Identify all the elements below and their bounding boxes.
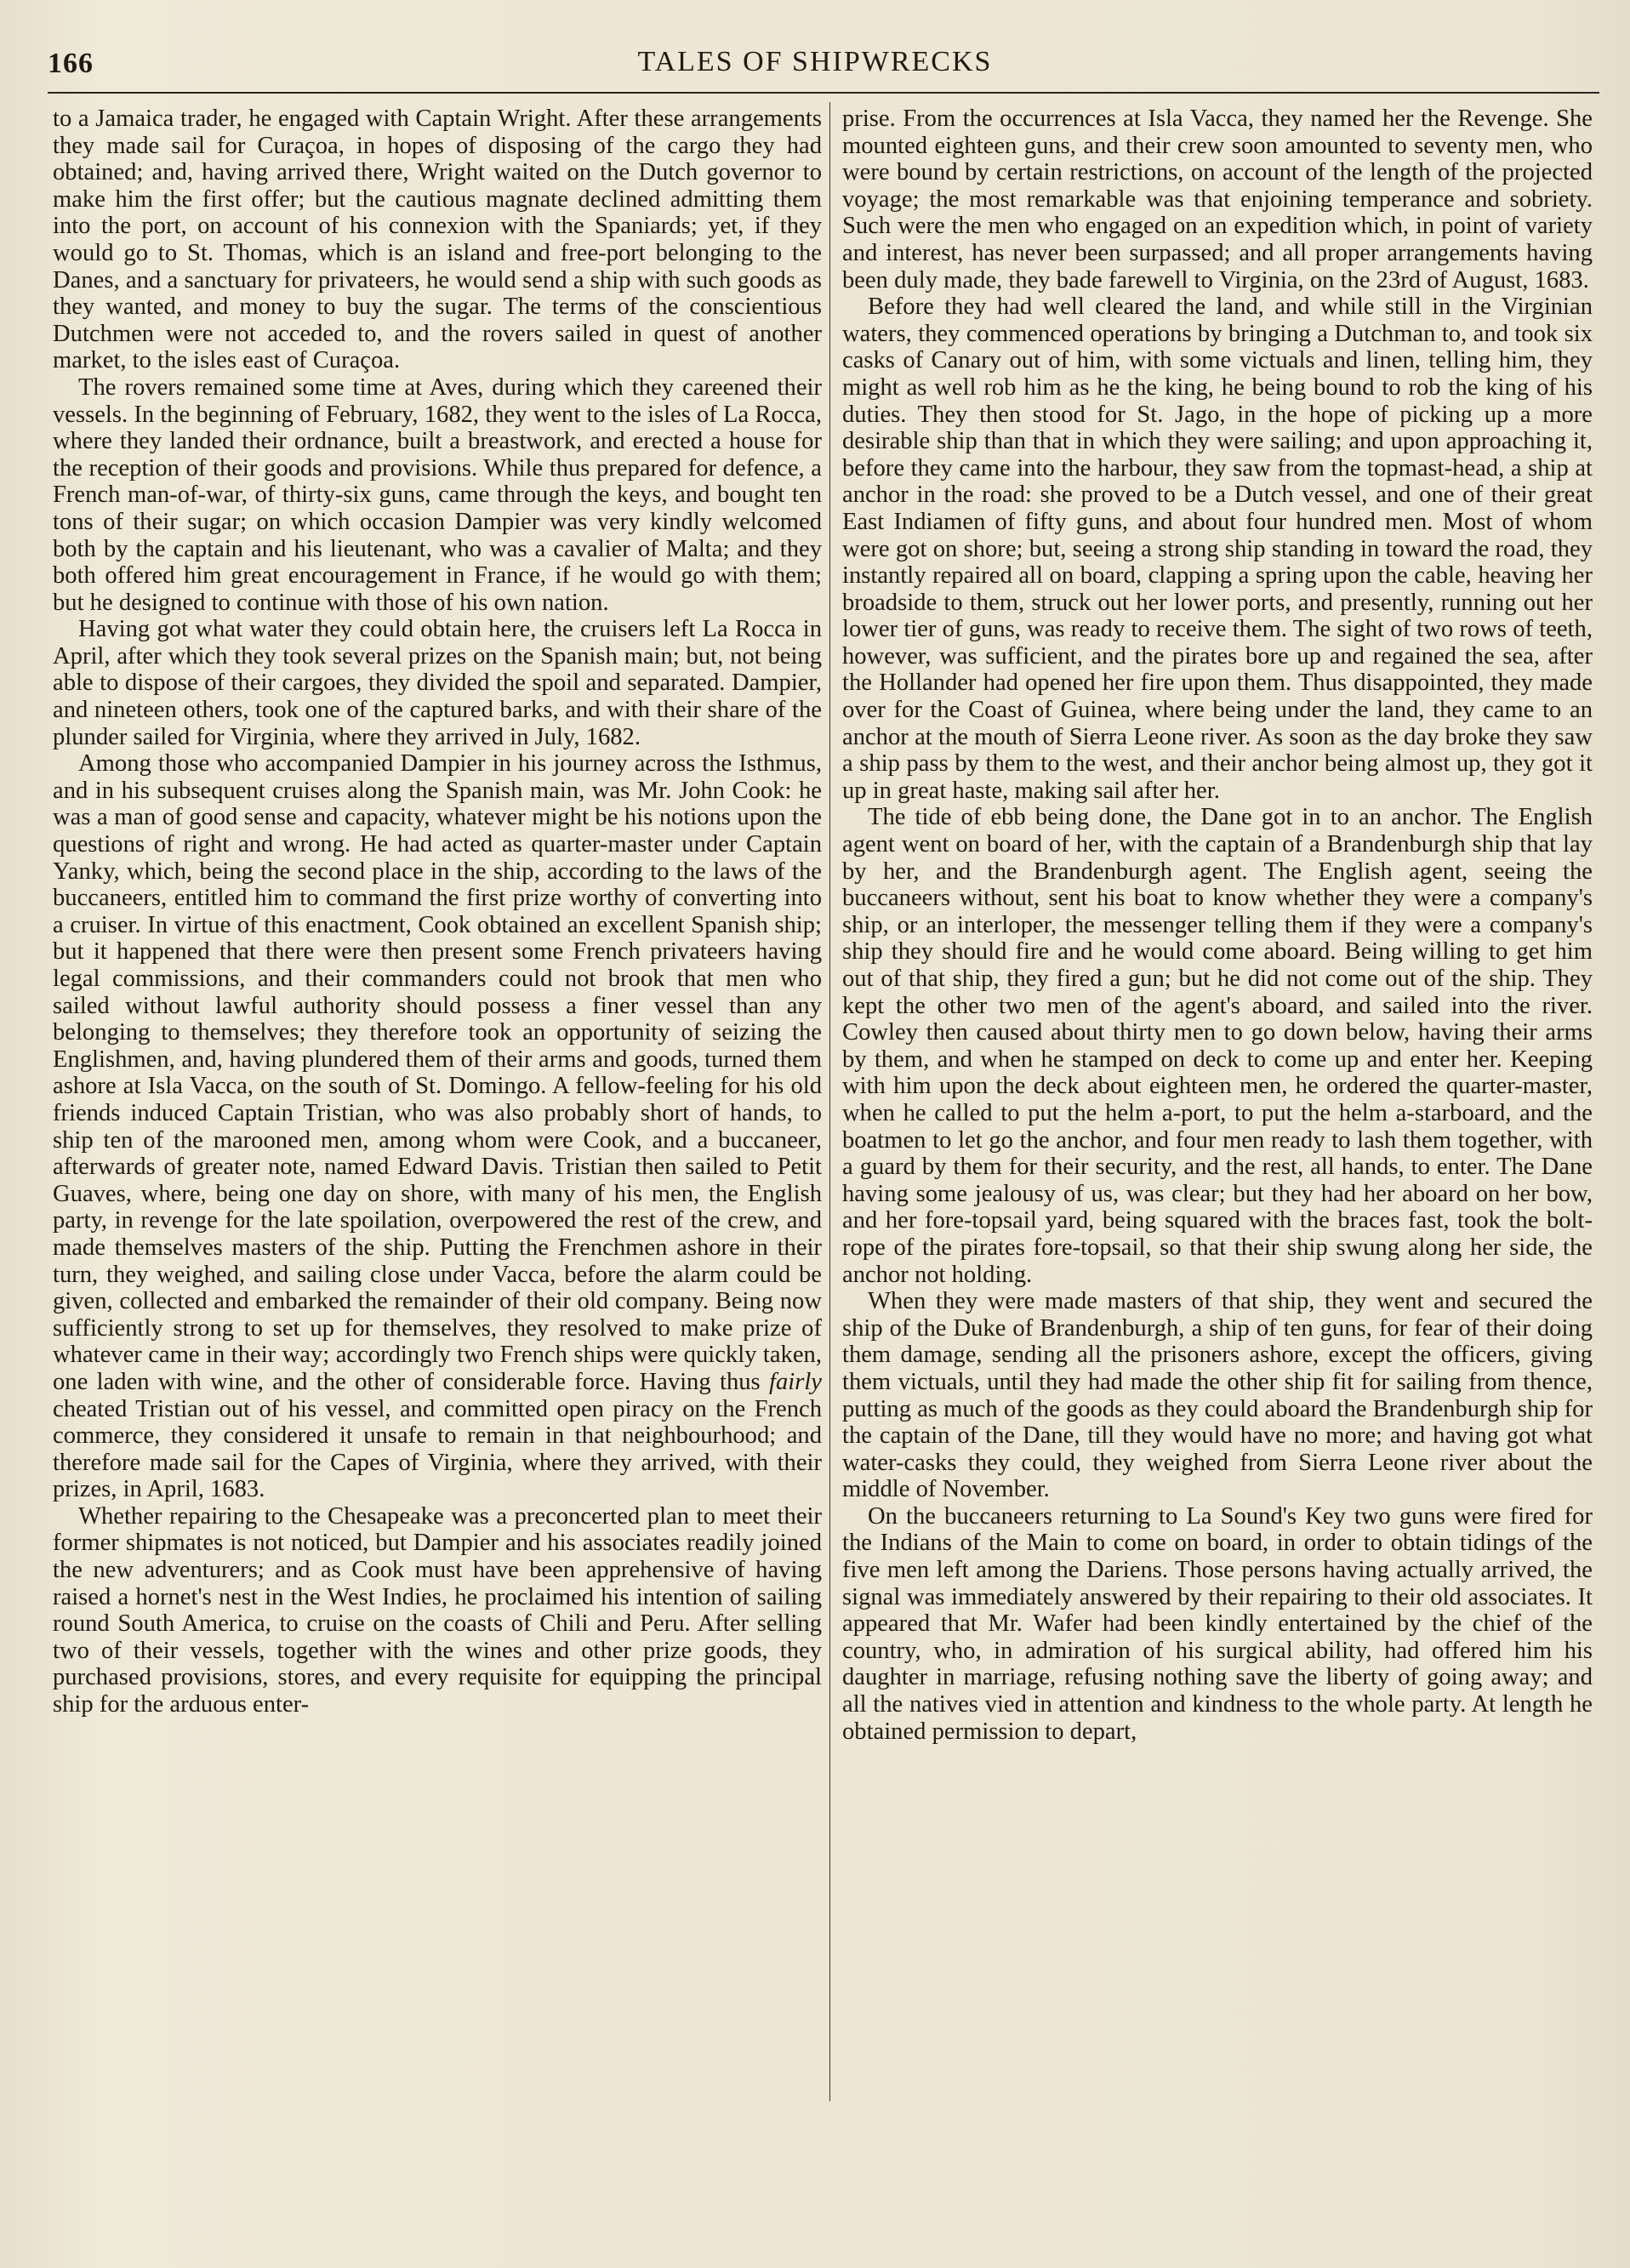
right-column — [842, 105, 1593, 1745]
page-header — [48, 43, 1582, 88]
left-column — [53, 105, 822, 1718]
column-divider — [829, 102, 830, 2101]
paragraph: When they were made masters of that ship, they went and secured the ship of the Duke of Brandenburgh, a ship of ten guns, for fear of their doing them damage, sending all the prisoners ashore, except the officers, giving them victuals, until they had made the other ship fit for sailing from thence, putting as much of the goods as they could aboard the Brandenburgh ship for the captain of the Dane, till they would have no more; and having got what water-casks they could, they weighed from Sierra Leone river about the middle of November. — [842, 1288, 1593, 1503]
italic-word: fairly — [769, 1368, 822, 1395]
paragraph-text: Among those who accompanied Dampier in his journey across the Isthmus, and in his subsequent cruises along the Spanish main, was Mr. John Cook: he was a man of good sense and capacity, whatever might be his notions upon the questions of right and wrong. He had acted as quarter-master under Captain Yanky, which, being the second place in the ship, according to the laws of the buccaneers, entitled him to command the first prize worthy of converting into a cruiser. In virtue of this enactment, Cook obtained an excellent Spanish ship; but it happened that there were then present some French privateers having legal commissions, and their commanders could not brook that men who sailed without lawful authority should possess a finer vessel than any belonging to themselves; they therefore took an opportunity of seizing the Englishmen, and, having plundered them of their arms and goods, turned them ashore at Isla Vacca, on the south of St. Domingo. A fellow-feeling for his old friends induced Captain Tristian, who was also probably short of hands, to ship ten of the marooned men, among whom were Cook, and a buccaneer, afterwards of greater note, named Edward Davis. Tristian then sailed to Petit Guaves, where, being one day on shore, with many of his men, the English party, in revenge for the late spoilation, overpowered the rest of the crew, and made themselves masters of the ship. Putting the Frenchmen ashore in their turn, they weighed, and sailing close under Vacca, before the alarm could be given, collected and embarked the remainder of their old company. Being now sufficiently strong to set up for themselves, they resolved to make prize of whatever came in their way; accordingly two French ships were quickly taken, one laden with wine, and the other of considerable force. Having thus — [53, 750, 822, 1395]
running-title: TALES OF SHIPWRECKS — [637, 46, 993, 77]
paragraph: Having got what water they could obtain here, the cruisers left La Rocca in April, after which they took several prizes on the Spanish main; but, not being able to dispose of their cargoes, they divided the spoil and separated. Dampier, and nineteen others, took one of the captured barks, and with their share of the plunder sailed for Virginia, where they arrived in July, 1682. — [53, 616, 822, 750]
paragraph: Whether repairing to the Chesapeake was a preconcerted plan to meet their former shipmates is not noticed, but Dampier and his associates readily joined the new adventurers; and as Cook must have been apprehensive of having raised a hornet's nest in the West Indies, he proclaimed his intention of sailing round South America, to cruise on the coasts of Chili and Peru. After selling two of their vessels, together with the wines and other prize goods, they purchased provisions, stores, and every requisite for equipping the principal ship for the arduous enter- — [53, 1502, 822, 1718]
paragraph — [53, 750, 822, 1503]
paragraph: prise. From the occurrences at Isla Vacca, they named her the Revenge. She mounted eighteen guns, and their crew soon amounted to seventy men, who were bound by certain restrictions, on account of the length of the projected voyage; the most remarkable was that enjoining temperance and sobriety. Such were the men who engaged on an expedition which, in point of variety and interest, has never been surpassed; and all proper arrangements having been duly made, they bade farewell to Virginia, on the 23rd of August, 1683. — [842, 105, 1593, 293]
paragraph: The tide of ebb being done, the Dane got in to an anchor. The English agent went on board of her, with the captain of a Brandenburgh ship that lay by her, and the Brandenburgh agent. The English agent, seeing the buccaneers without, sent his boat to know whether they were a company's ship, or an interloper, the messenger telling them if they were a company's ship they should fire and he would come aboard. Being willing to get him out of that ship, they fired a gun; but he did not come out of the ship. They kept the other two men of the agent's aboard, and sailed into the river. Cowley then caused about thirty men to go down below, having their arms by them, and when he stamped on deck to come up and enter her. Keeping with him upon the deck about eighteen men, he ordered the quarter-master, when he called to put the helm a-port, to put the helm a-starboard, and the boatmen to let go the anchor, and four men ready to lash them together, with a guard by them for their security, and the rest, all hands, to enter. The Dane having some jealousy of us, was clear; but they had her aboard on her bow, and her fore-topsail yard, being squared with the braces fast, took the bolt-rope of the pirates fore-topsail, so that their ship swung along her side, the anchor not holding. — [842, 804, 1593, 1288]
header-rule — [48, 92, 1599, 94]
paragraph-text: cheated Tristian out of his vessel, and committed open piracy on the French commerce, they considered it unsafe to remain in that neighbourhood; and therefore made sail for the Capes of Virginia, where they arrived, with their prizes, in April, 1683. — [53, 1395, 822, 1503]
paragraph: Before they had well cleared the land, and while still in the Virginian waters, they commenced operations by bringing a Dutchman to, and took six casks of Canary out of him, with some victuals and linen, telling him, they might as well rob him as he the king, he being bound to rob the king of his duties. They then stood for St. Jago, in the hope of picking up a more desirable ship than that in which they were sailing; and upon approaching it, before they came into the harbour, they saw from the topmast-head, a ship at anchor in the road: she proved to be a Dutch vessel, and one of their great East Indiamen of fifty guns, and about four hundred men. Most of whom were got on shore; but, seeing a strong ship standing in toward the road, they instantly repaired all on board, clapping a spring upon the cable, heaving her broadside to them, struck out her lower ports, and presently, running out her lower tier of guns, was ready to receive them. The sight of two rows of teeth, however, was sufficient, and the pirates bore up and regained the sea, after the Hollander had opened her fire upon them. Thus disappointed, they made over for the Coast of Guinea, where being under the land, they came to an anchor at the mouth of Sierra Leone river. As soon as the day broke they saw a ship pass by them to the west, and their anchor being almost up, they got it up in great haste, making sail after her. — [842, 293, 1593, 804]
paragraph: On the buccaneers returning to La Sound's Key two guns were fired for the Indians of the Main to come on board, in order to obtain tidings of the five men left among the Dariens. Those persons having actually arrived, the signal was immediately answered by their repairing to their old associates. It appeared that Mr. Wafer had been kindly entertained by the chief of the country, who, in admiration of his surgical ability, had offered him his daughter in marriage, refusing nothing save the liberty of going away; and all the natives vied in attention and kindness to the whole party. At length he obtained permission to depart, — [842, 1502, 1593, 1745]
page-number: 166 — [48, 48, 94, 79]
paragraph: The rovers remained some time at Aves, during which they careened their vessels. In the beginning of February, 1682, they went to the isles of La Rocca, where they landed their ordnance, built a breastwork, and erected a house for the reception of their goods and provisions. While thus prepared for defence, a French man-of-war, of thirty-six guns, came through the keys, and bought ten tons of their sugar; on which occasion Dampier was very kindly welcomed both by the captain and his lieutenant, who was a cavalier of Malta; and they both offered him great encouragement in France, if he would go with them; but he designed to continue with those of his own nation. — [53, 373, 822, 616]
paragraph: to a Jamaica trader, he engaged with Captain Wright. After these arrangements they made sail for Curaçoa, in hopes of disposing of the cargo they had obtained; and, having arrived there, Wright waited on the Dutch governor to make him the first offer; but the cautious magnate declined admitting them into the port, on account of his connexion with the Spaniards; yet, if they would go to St. Thomas, which is an island and free-port belonging to the Danes, and a sanctuary for privateers, he would send a ship with such goods as they wanted, and money to buy the sugar. The terms of the conscientious Dutchmen were not acceded to, and the rovers sailed in quest of another market, to the isles east of Curaçoa. — [53, 105, 822, 374]
